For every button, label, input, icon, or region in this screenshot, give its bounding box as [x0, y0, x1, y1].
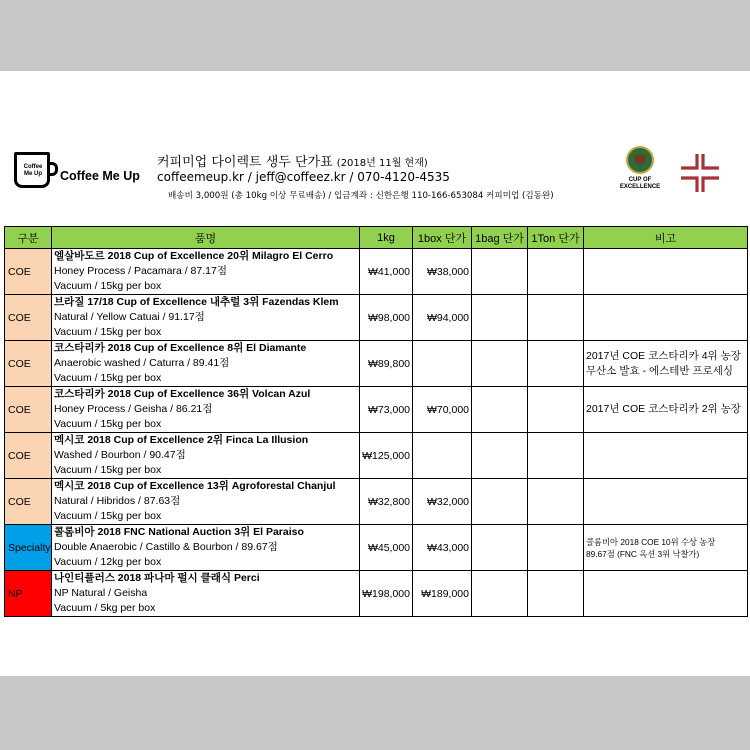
product-pack: Vacuum / 15kg per box [54, 326, 162, 338]
table-row [5, 341, 748, 387]
price-1kg: ₩98,000 [360, 295, 413, 341]
page-title [157, 151, 428, 170]
product-pack: Vacuum / 5kg per box [54, 602, 156, 614]
product-name: 멕시코 2018 Cup of Excellence 13위 Agroforestal Chanjul [54, 480, 336, 492]
price-1kg: ₩32,800 [360, 479, 413, 525]
price-ton [528, 387, 584, 433]
price-1kg: ₩125,000 [360, 433, 413, 479]
price-1kg: ₩89,800 [360, 341, 413, 387]
logo-cup-text: Coffee Me Up [23, 164, 43, 177]
category-cell: COE [5, 479, 52, 525]
price-1kg: ₩198,000 [360, 571, 413, 617]
product-process: NP Natural / Geisha [54, 587, 148, 599]
category-cell: COE [5, 433, 52, 479]
price-ton [528, 295, 584, 341]
table-row [5, 249, 748, 295]
note-line: 2017년 COE 코스타리카 2위 농장 [586, 403, 741, 415]
product-process: Honey Process / Geisha / 86.21점 [54, 403, 213, 415]
cup-of-excellence-logo [614, 146, 666, 202]
product-pack: Vacuum / 15kg per box [54, 372, 162, 384]
category-cell: NP [5, 571, 52, 617]
product-cell [52, 433, 360, 479]
note-line: 무산소 발효 - 에스테반 프로세싱 [586, 364, 734, 377]
coe-badge-icon [626, 146, 654, 174]
bottom-gray-band [0, 676, 750, 750]
top-gray-band [0, 0, 750, 71]
title-main: 커피미업 다이렉트 생두 단가표 [157, 155, 333, 170]
price-box [413, 341, 472, 387]
product-name: 콜롬비아 2018 FNC National Auction 3위 El Paraiso [54, 526, 304, 538]
price-bag [472, 249, 528, 295]
product-cell [52, 571, 360, 617]
product-name: 엘살바도르 2018 Cup of Excellence 20위 Milagro El Cerro [54, 250, 334, 262]
product-cell [52, 249, 360, 295]
price-box: ₩70,000 [413, 387, 472, 433]
category-cell: COE [5, 249, 52, 295]
product-name: 브라질 17/18 Cup of Excellence 내추럴 3위 Fazendas Klem [54, 296, 339, 308]
coffee-cup-icon [14, 152, 50, 188]
col-header-name: 품명 [52, 227, 360, 249]
split-cross-logo [678, 152, 722, 194]
product-pack: Vacuum / 15kg per box [54, 418, 162, 430]
col-header-category: 구분 [5, 227, 52, 249]
product-process: Honey Process / Pacamara / 87.17점 [54, 265, 227, 277]
product-pack: Vacuum / 15kg per box [54, 510, 162, 522]
note-cell [584, 387, 748, 433]
note-line: 89.67점 (FNC 옥션 3위 낙찰가) [586, 548, 700, 559]
col-header-box: 1box 단가 [413, 227, 472, 249]
product-cell [52, 295, 360, 341]
coe-logo-text: CUP OF EXCELLENCE [619, 177, 661, 190]
price-bag [472, 479, 528, 525]
table-row [5, 571, 748, 617]
product-pack: Vacuum / 15kg per box [54, 280, 162, 292]
table-header-row [5, 227, 748, 249]
shipping-info: 배송비 3,000원 (총 10kg 이상 무료배송) / 입금계좌 : 신한은행 110-166-653084 커피미업 (김동완) [168, 191, 554, 201]
category-cell: COE [5, 295, 52, 341]
price-bag [472, 341, 528, 387]
note-cell [584, 571, 748, 617]
product-process: Washed / Bourbon / 90.47점 [54, 449, 186, 461]
product-process: Natural / Hibridos / 87.63점 [54, 495, 181, 507]
price-1kg: ₩41,000 [360, 249, 413, 295]
product-process: Double Anaerobic / Castillo & Bourbon / 89.67점 [54, 541, 278, 553]
price-1kg: ₩45,000 [360, 525, 413, 571]
col-header-bag: 1bag 단가 [472, 227, 528, 249]
product-pack: Vacuum / 12kg per box [54, 556, 162, 568]
product-name: 멕시코 2018 Cup of Excellence 2위 Finca La Illusion [54, 434, 309, 446]
product-cell [52, 525, 360, 571]
product-pack: Vacuum / 15kg per box [54, 464, 162, 476]
price-box [413, 433, 472, 479]
table-row [5, 433, 748, 479]
category-cell: COE [5, 341, 52, 387]
price-bag [472, 525, 528, 571]
price-bag [472, 433, 528, 479]
product-name: 코스타리카 2018 Cup of Excellence 36위 Volcan Azul [54, 388, 311, 400]
price-ton [528, 525, 584, 571]
cup-handle-icon [48, 162, 58, 176]
category-cell: COE [5, 387, 52, 433]
product-cell [52, 479, 360, 525]
price-box: ₩189,000 [413, 571, 472, 617]
note-cell [584, 249, 748, 295]
product-cell [52, 341, 360, 387]
price-1kg: ₩73,000 [360, 387, 413, 433]
product-process: Anaerobic washed / Caturra / 89.41점 [54, 357, 230, 369]
price-box: ₩32,000 [413, 479, 472, 525]
price-bag [472, 295, 528, 341]
product-name: 코스타리카 2018 Cup of Excellence 8위 El Diamante [54, 342, 307, 354]
table-row [5, 387, 748, 433]
price-box: ₩43,000 [413, 525, 472, 571]
price-ton [528, 433, 584, 479]
note-cell [584, 295, 748, 341]
col-header-1kg: 1kg [360, 227, 413, 249]
note-cell [584, 525, 748, 571]
note-cell [584, 341, 748, 387]
price-table [4, 226, 748, 617]
price-box: ₩94,000 [413, 295, 472, 341]
category-cell: Specialty [5, 525, 52, 571]
col-header-ton: 1Ton 단가 [528, 227, 584, 249]
price-bag [472, 387, 528, 433]
product-name: 나인티플러스 2018 파나마 펄시 클래식 Perci [54, 572, 260, 584]
table-row [5, 479, 748, 525]
price-box: ₩38,000 [413, 249, 472, 295]
title-date: (2018년 11월 현재) [336, 158, 428, 169]
note-line: 콜롬비아 2018 COE 10위 수상 농장 [586, 536, 716, 547]
logo-name: Coffee Me Up [60, 169, 140, 183]
table-row [5, 295, 748, 341]
table-row [5, 525, 748, 571]
coffee-me-up-logo [14, 150, 144, 194]
col-header-note: 비고 [584, 227, 748, 249]
note-cell [584, 433, 748, 479]
price-ton [528, 571, 584, 617]
note-cell [584, 479, 748, 525]
contact-info: coffeemeup.kr / jeff@coffeez.kr / 070-4120-4535 [157, 170, 450, 184]
price-ton [528, 479, 584, 525]
price-bag [472, 571, 528, 617]
price-ton [528, 249, 584, 295]
price-ton [528, 341, 584, 387]
product-process: Natural / Yellow Catuai / 91.17점 [54, 311, 205, 323]
note-line: 2017년 COE 코스타리카 4위 농장 [586, 349, 741, 362]
product-cell [52, 387, 360, 433]
